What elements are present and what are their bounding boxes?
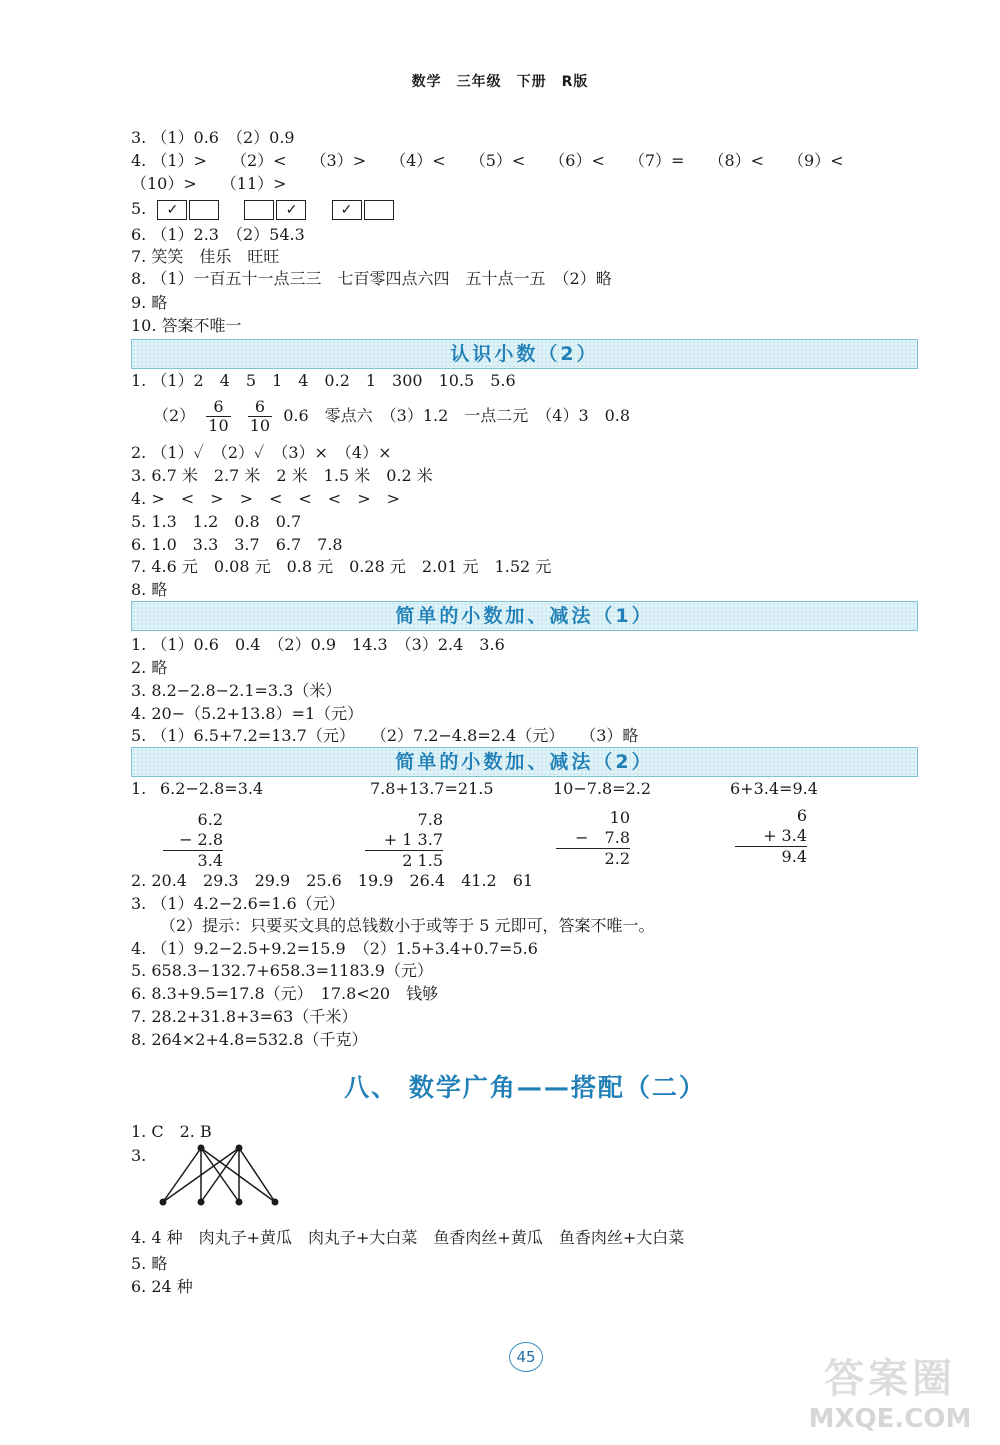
ch-answer-1-2: 1. C 2. B bbox=[131, 1122, 212, 1141]
ch-answer-3-label: 3. bbox=[131, 1146, 147, 1165]
check-box bbox=[189, 200, 219, 220]
operand-a: 7.8 bbox=[417, 810, 443, 829]
section-banner-decimal-add-sub-2: 简单的小数加、减法（2） bbox=[131, 747, 918, 777]
ch-answer-5: 5. 略 bbox=[131, 1254, 168, 1273]
s1-answer-7: 7. 4.6 元 0.08 元 0.8 元 0.28 元 2.01 元 1.52 元 bbox=[131, 557, 552, 576]
result: 2.2 bbox=[604, 849, 630, 868]
check-box bbox=[364, 200, 394, 220]
bottom-node bbox=[160, 1199, 167, 1206]
running-header: 数学 三年级 下册 R版 bbox=[411, 74, 589, 90]
operand-a: 6 bbox=[796, 806, 807, 825]
check-box: ✓ bbox=[276, 200, 306, 220]
s3-answer-1-label: 1. bbox=[131, 779, 147, 798]
result: 3.4 bbox=[197, 851, 223, 870]
chapter-title: 八、 数学广角——搭配（二） bbox=[344, 1073, 706, 1102]
bottom-node bbox=[272, 1199, 279, 1206]
watermark-url: MXQE.COM bbox=[808, 1404, 972, 1434]
s2-answer-1: 1. （1）0.6 0.4 （2）0.9 14.3 （3）2.4 3.6 bbox=[131, 635, 505, 654]
denominator: 10 bbox=[208, 416, 229, 435]
bottom-node bbox=[236, 1199, 243, 1206]
s1-answer-8: 8. 略 bbox=[131, 580, 168, 599]
bottom-node bbox=[198, 1199, 205, 1206]
s1-answer-3: 3. 6.7 米 2.7 米 2 米 1.5 米 0.2 米 bbox=[131, 466, 433, 485]
vertical-calculation-1 bbox=[163, 810, 223, 871]
operand-b: − 7.8 bbox=[575, 828, 630, 847]
ch-answer-4: 4. 4 种 肉丸子+黄瓜 肉丸子+大白菜 鱼香肉丝+黄瓜 鱼香肉丝+大白菜 bbox=[131, 1228, 685, 1247]
s1-answer-6: 6. 1.0 3.3 3.7 6.7 7.8 bbox=[131, 535, 343, 554]
s1-answer-1: 1. （1）2 4 5 1 4 0.2 1 300 10.5 5.6 bbox=[131, 371, 516, 390]
top-node bbox=[198, 1145, 205, 1152]
s1-answer-5: 5. 1.3 1.2 0.8 0.7 bbox=[131, 512, 302, 531]
answer-6: 6. （1）2.3 （2）54.3 bbox=[131, 225, 305, 244]
s2-answer-4: 4. 20−（5.2+13.8）=1（元） bbox=[131, 704, 364, 723]
fraction bbox=[248, 398, 272, 435]
s3-answer-6: 6. 8.3+9.5=17.8（元） 17.8<20 钱够 bbox=[131, 984, 439, 1003]
operand-a: 6.2 bbox=[197, 810, 223, 829]
check-box bbox=[244, 200, 274, 220]
s1-answer-1-part2 bbox=[131, 396, 630, 436]
result: 9.4 bbox=[781, 847, 807, 866]
section-banner-recognize-decimals-2: 认识小数（2） bbox=[131, 339, 918, 369]
answer-3: 3. （1）0.6 （2）0.9 bbox=[131, 128, 295, 147]
watermark-text: 答案圈 bbox=[824, 1356, 956, 1402]
page-number: 45 bbox=[509, 1342, 543, 1372]
s3-equation-3: 10−7.8=2.2 bbox=[553, 779, 652, 798]
operand-b: + 1 3.7 bbox=[383, 830, 443, 849]
top-node bbox=[236, 1145, 243, 1152]
watermark-logo bbox=[790, 1355, 990, 1440]
denominator: 10 bbox=[249, 416, 271, 435]
vertical-calculation-4 bbox=[735, 806, 807, 867]
answer-4: 4. （1）> （2）< （3）> （4）< （5）< （6）< （7）= （8）< （9）< bbox=[131, 151, 844, 170]
answer-5-number: 5. bbox=[131, 199, 147, 218]
operand-b: + 3.4 bbox=[763, 826, 807, 845]
answer-4-cont: （10）> （11）> bbox=[131, 174, 287, 193]
numerator: 6 bbox=[206, 398, 230, 417]
s1-answer-2: 2. （1）✓ （2）✓ （3）× （4）× bbox=[131, 443, 392, 462]
vertical-calculation-3 bbox=[556, 808, 630, 869]
s2-answer-5: 5. （1）6.5+7.2=13.7（元） （2）7.2−4.8=2.4（元） （3）略 bbox=[131, 726, 639, 745]
ch-answer-6: 6. 24 种 bbox=[131, 1277, 193, 1296]
result: 2 1.5 bbox=[402, 851, 443, 870]
pairing-diagram bbox=[155, 1140, 285, 1210]
s2-answer-2: 2. 略 bbox=[131, 658, 168, 677]
s3-answer-3: 3. （1）4.2−2.6=1.6（元） bbox=[131, 894, 345, 913]
s1-answer-4: 4. > < > > < < < > > bbox=[131, 489, 401, 508]
s3-equation-2: 7.8+13.7=21.5 bbox=[370, 779, 494, 798]
s3-answer-2: 2. 20.4 29.3 29.9 25.6 19.9 26.4 41.2 61 bbox=[131, 871, 534, 890]
s3-answer-4: 4. （1）9.2−2.5+9.2=15.9 （2）1.5+3.4+0.7=5.6 bbox=[131, 939, 538, 958]
section-banner-decimal-add-sub-1: 简单的小数加、减法（1） bbox=[131, 601, 918, 631]
s1-part2-label: （2） bbox=[153, 406, 196, 425]
vertical-calculation-2 bbox=[365, 810, 443, 871]
operand-b: − 2.8 bbox=[179, 830, 223, 849]
check-box: ✓ bbox=[332, 200, 362, 220]
answer-5 bbox=[131, 198, 396, 220]
s3-answer-5: 5. 658.3−132.7+658.3=1183.9（元） bbox=[131, 961, 433, 980]
check-box: ✓ bbox=[157, 200, 187, 220]
s1-part2-rest: 0.6 零点六 （3）1.2 一点二元 （4）3 0.8 bbox=[283, 406, 631, 425]
answer-9: 9. 略 bbox=[131, 293, 168, 312]
s3-answer-3-part2: （2）提示：只要买文具的总钱数小于或等于 5 元即可，答案不唯一。 bbox=[160, 916, 655, 935]
numerator: 6 bbox=[248, 398, 272, 417]
answer-8: 8. （1）一百五十一点三三 七百零四点六四 五十点一五 （2）略 bbox=[131, 269, 612, 288]
operand-a: 10 bbox=[609, 808, 630, 827]
s3-answer-7: 7. 28.2+31.8+3=63（千米） bbox=[131, 1007, 358, 1026]
answer-7: 7. 笑笑 佳乐 旺旺 bbox=[131, 247, 280, 266]
s3-answer-8: 8. 264×2+4.8=532.8（千克） bbox=[131, 1030, 368, 1049]
s3-equation-4: 6+3.4=9.4 bbox=[730, 779, 818, 798]
answer-10: 10. 答案不唯一 bbox=[131, 316, 242, 335]
fraction bbox=[206, 398, 230, 435]
s2-answer-3: 3. 8.2−2.8−2.1=3.3（米） bbox=[131, 681, 342, 700]
s3-equation-1: 6.2−2.8=3.4 bbox=[160, 779, 264, 798]
